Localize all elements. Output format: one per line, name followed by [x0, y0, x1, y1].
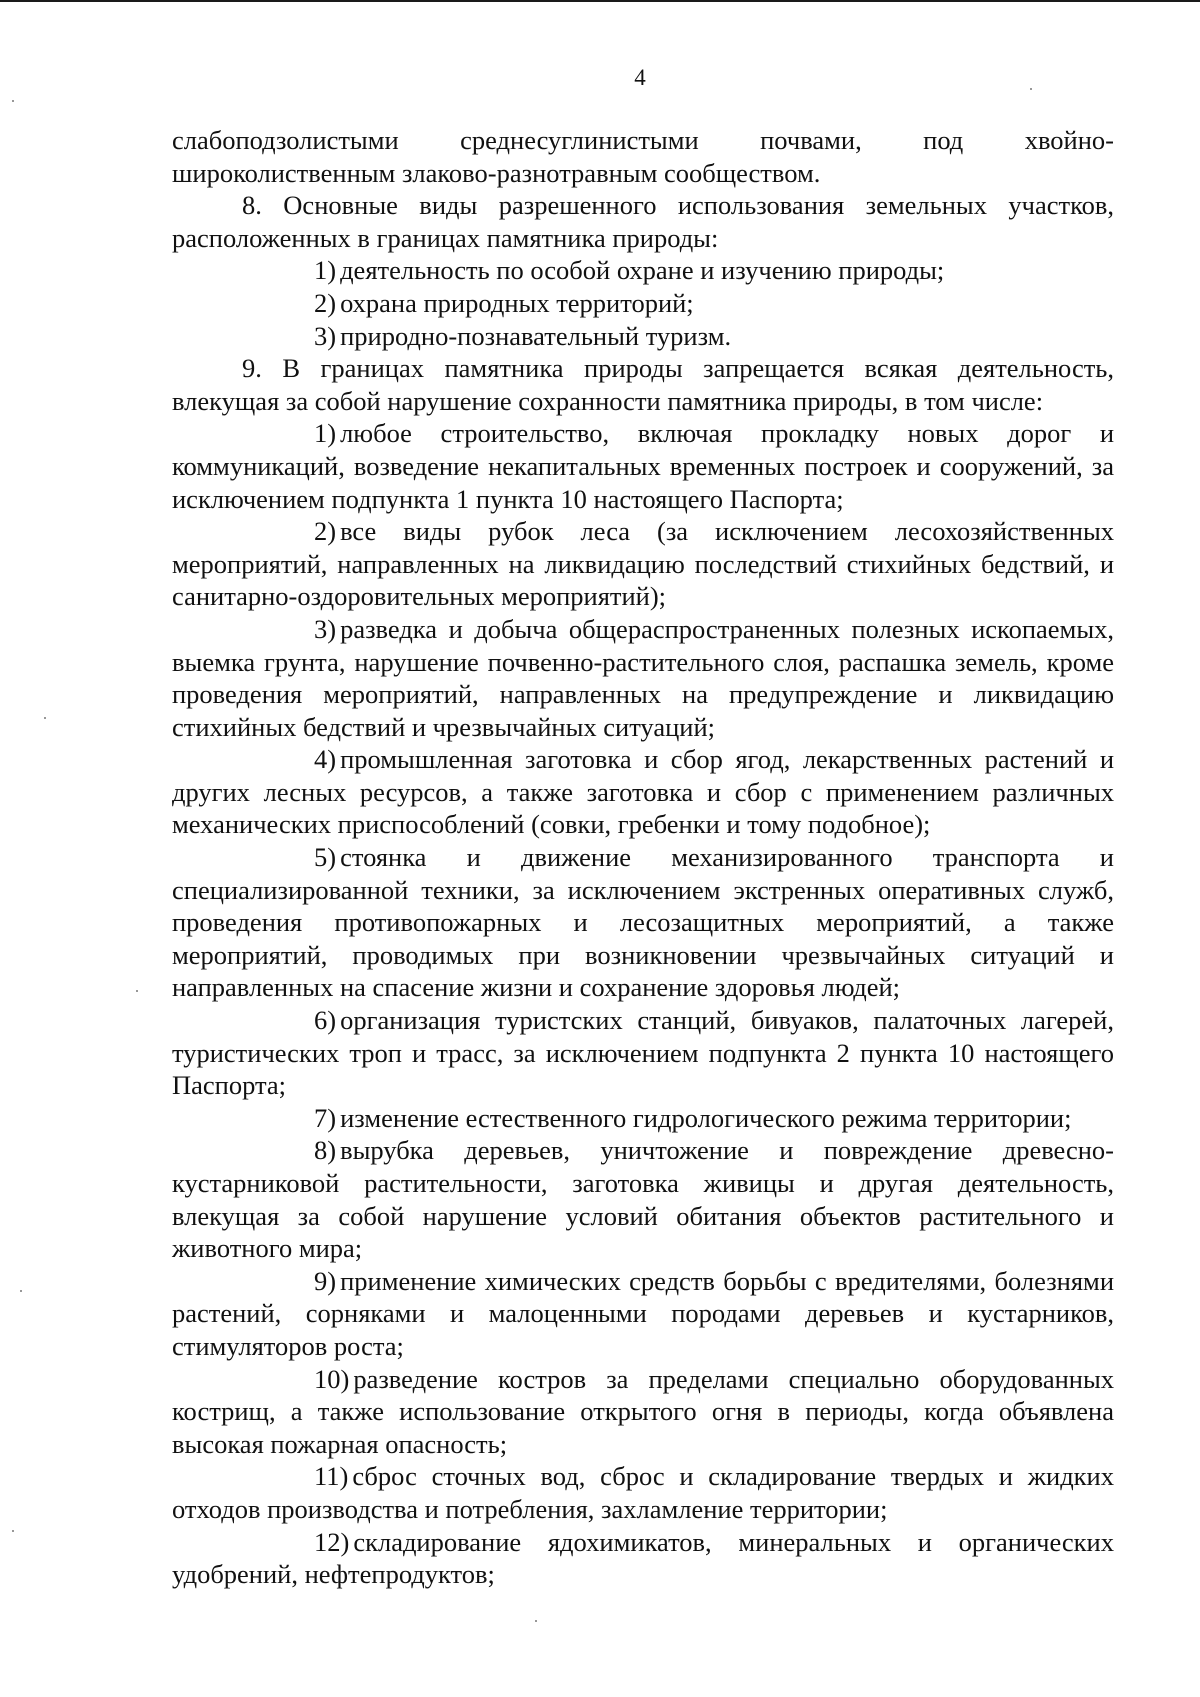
list-item-number: 5): [314, 842, 337, 873]
scan-speck: [136, 990, 138, 992]
list-item-text: все виды рубок леса (за исключением лесохозяйственных мероприятий, направленных на ликвидацию последствий стихийных бедствий, и санитарно-оздоровительных мероприятий);: [172, 516, 1114, 612]
list-item: [172, 613, 1114, 743]
scan-speck: [1030, 88, 1032, 90]
scan-speck: [20, 1290, 22, 1292]
list-item-text: вырубка деревьев, уничтожение и повреждение древесно-кустарниковой растительности, заготовка живицы и другая деятельность, влекущая за собой нарушение условий обитания объектов растительного и животного мира;: [172, 1135, 1114, 1264]
list-item-text: стоянка и движение механизированного транспорта и специализированной техники, за исключением экстренных оперативных служб, проведения противопожарных и лесозащитных мероприятий, а также мероприятий, проводимых при возникновении чрезвычайных ситуаций и направленных на спасение жизни и сохранение здоровья людей;: [172, 842, 1114, 1003]
list-item-number: 6): [314, 1005, 337, 1036]
list-item-text: складирование ядохимикатов, минеральных и органических удобрений, нефтепродуктов;: [172, 1526, 1114, 1590]
list-item-number: 1): [314, 418, 337, 449]
list-item: [172, 1134, 1114, 1264]
list-item-text: охрана природных территорий;: [340, 287, 694, 318]
list-item: [172, 1265, 1114, 1363]
list-item-number: 8): [314, 1135, 337, 1166]
list-item: [172, 287, 1114, 320]
list-item-number: 3): [314, 613, 337, 644]
list-item-number: 3): [314, 320, 337, 351]
list-item: [172, 417, 1114, 515]
scan-speck: [12, 1530, 14, 1532]
section-8-list: [172, 254, 1114, 352]
scan-speck: [535, 1620, 537, 1622]
list-item: [172, 1526, 1114, 1591]
scan-speck: [12, 100, 14, 102]
list-item: [172, 515, 1114, 613]
list-item-number: 9): [314, 1265, 337, 1296]
scan-speck: [44, 717, 46, 719]
list-item-number: 1): [314, 255, 337, 286]
list-item-text: разведение костров за пределами специально оборудованных кострищ, а также использование открытого огня в периоды, когда объявлена высокая пожарная опасность;: [172, 1363, 1114, 1459]
list-item-number: 10): [314, 1363, 350, 1394]
page-number: 4: [634, 65, 646, 90]
section-9-list: [172, 417, 1114, 1590]
list-item-text: сброс сточных вод, сброс и складирование твердых и жидких отходов производства и потребления, захламление территории;: [172, 1461, 1114, 1524]
list-item-number: 11): [314, 1461, 349, 1492]
list-item-text: изменение естественного гидрологического режима территории;: [340, 1102, 1072, 1133]
list-item-text: организация туристских станций, бивуаков, палаточных лагерей, туристических троп и трасс, за исключением подпункта 2 пункта 10 настоящего Паспорта;: [172, 1005, 1114, 1101]
list-item-number: 12): [314, 1526, 350, 1557]
list-item-text: деятельность по особой охране и изучению природы;: [340, 255, 945, 286]
list-item: [172, 320, 1114, 353]
list-item-number: 4): [314, 744, 337, 775]
document-body: [172, 124, 1114, 1591]
intro-continuation: слабоподзолистыми среднесуглинистыми почвами, под хвойно-широколиственным злаково-разнотравным сообществом.: [172, 125, 1114, 188]
section-8-heading: 8. Основные виды разрешенного использования земельных участков, расположенных в границах памятника природы:: [172, 190, 1114, 253]
list-item: [172, 1004, 1114, 1102]
list-item: [172, 1102, 1114, 1135]
list-item-text: разведка и добыча общераспространенных полезных ископаемых, выемка грунта, нарушение почвенно-растительного слоя, распашка земель, кроме проведения мероприятий, направленных на предупреждение и ликвидацию стихийных бедствий и чрезвычайных ситуаций;: [172, 613, 1114, 742]
scan-top-edge: [0, 0, 1200, 2]
list-item-text: любое строительство, включая прокладку новых дорог и коммуникаций, возведение некапитальных временных построек и сооружений, за исключением подпункта 1 пункта 10 настоящего Паспорта;: [172, 418, 1114, 514]
list-item-text: применение химических средств борьбы с вредителями, болезнями растений, сорняками и малоценными породами деревьев и кустарников, стимуляторов роста;: [172, 1265, 1114, 1361]
list-item-number: 7): [314, 1102, 337, 1133]
list-item: [172, 1460, 1114, 1525]
list-item: [172, 743, 1114, 841]
section-9-heading: 9. В границах памятника природы запрещается всякая деятельность, влекущая за собой нарушение сохранности памятника природы, в том числе:: [172, 353, 1114, 416]
list-item-number: 2): [314, 516, 337, 547]
list-item-number: 2): [314, 287, 337, 318]
list-item: [172, 254, 1114, 287]
list-item: [172, 841, 1114, 1004]
list-item-text: природно-познавательный туризм.: [340, 320, 732, 351]
list-item: [172, 1363, 1114, 1461]
list-item-text: промышленная заготовка и сбор ягод, лекарственных растений и других лесных ресурсов, а также заготовка и сбор с применением различных механических приспособлений (совки, гребенки и тому подобное);: [172, 744, 1114, 840]
